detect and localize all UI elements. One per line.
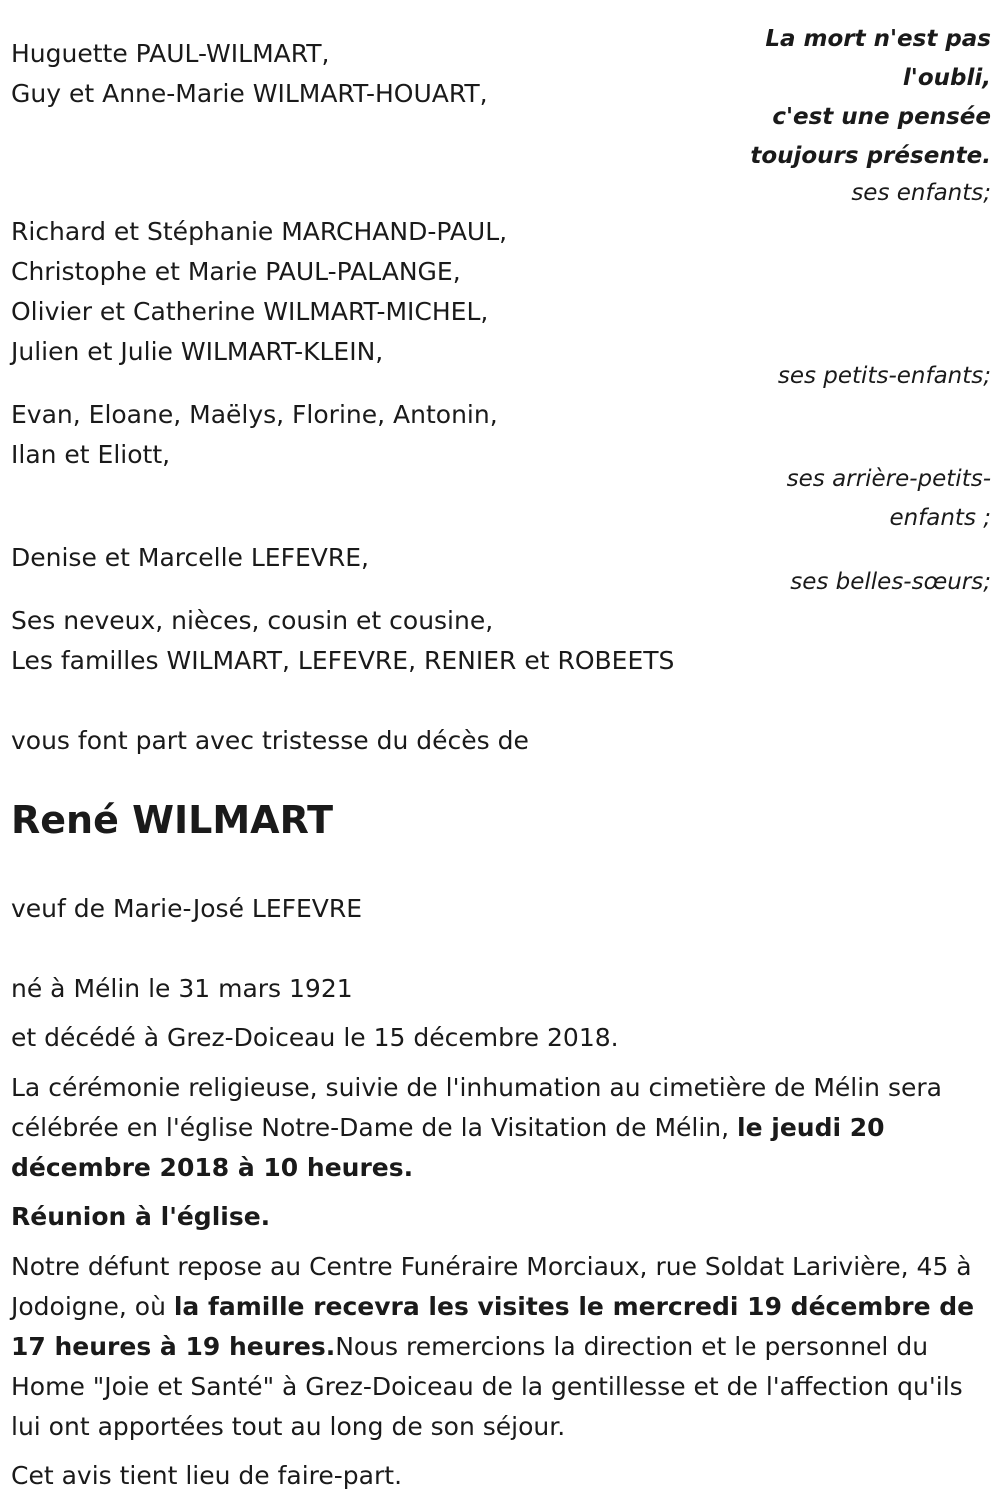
thanks-text: Nous remercions la direction et le personnel du Home "Joie et Santé" à Grez-Doiceau de la gentillesse et de l'affection qu'ils lui ont apportées tout au long de son séjour. [11, 1332, 963, 1441]
birth-info: né à Mélin le 31 mars 1921 [11, 974, 353, 1003]
quote-line-1: La mort n'est pas [765, 26, 991, 52]
death-info: et décédé à Grez-Doiceau le 15 décembre 2018. [11, 1023, 619, 1052]
announcement: vous font part avec tristesse du décès de [11, 726, 529, 755]
deceased-name: René WILMART [11, 798, 334, 842]
visits-text: Notre défunt repose au Centre Funéraire Morciaux, rue Soldat Larivière, 45 à Jodoigne, où [11, 1252, 972, 1321]
visits-paragraph [11, 1247, 991, 1447]
grandchild-name: Olivier et Catherine WILMART-MICHEL, [11, 297, 489, 326]
children-label: ses enfants; [851, 180, 991, 206]
sisters-in-law-label: ses belles-sœurs; [790, 569, 991, 595]
great-grandchild-names: Evan, Eloane, Maëlys, Florine, Antonin, [11, 400, 498, 429]
child-name: Huguette PAUL-WILMART, [11, 39, 330, 68]
grandchild-name: Richard et Stéphanie MARCHAND-PAUL, [11, 217, 508, 246]
child-name: Guy et Anne-Marie WILMART-HOUART, [11, 79, 488, 108]
quote-line-4: toujours présente. [750, 143, 991, 169]
meeting-info: Réunion à l'église. [11, 1202, 271, 1231]
sister-in-law-names: Denise et Marcelle LEFEVRE, [11, 543, 369, 572]
visits-schedule: la famille recevra les visites le mercredi 19 décembre de 17 heures à 19 heures. [11, 1292, 975, 1361]
widower-of: veuf de Marie-José LEFEVRE [11, 894, 363, 923]
quote-line-3: c'est une pensée [772, 104, 991, 130]
ceremony-paragraph [11, 1068, 991, 1188]
great-grandchildren-label-2: enfants ; [889, 505, 991, 531]
closing-note: Cet avis tient lieu de faire-part. [11, 1461, 403, 1490]
grandchild-name: Julien et Julie WILMART-KLEIN, [11, 337, 384, 366]
others-line: Ses neveux, nièces, cousin et cousine, [11, 606, 494, 635]
great-grandchildren-label-1: ses arrière-petits- [786, 466, 991, 492]
grandchild-name: Christophe et Marie PAUL-PALANGE, [11, 257, 461, 286]
great-grandchild-names: Ilan et Eliott, [11, 440, 171, 469]
grandchildren-label: ses petits-enfants; [777, 363, 991, 389]
quote-line-2: l'oubli, [902, 65, 991, 91]
others-line: Les familles WILMART, LEFEVRE, RENIER et ROBEETS [11, 646, 675, 675]
ceremony-text: La cérémonie religieuse, suivie de l'inhumation au cimetière de Mélin sera célébrée en l'église Notre-Dame de la Visitation de Mélin, [11, 1073, 942, 1142]
ceremony-date: le jeudi 20 décembre 2018 à 10 heures. [11, 1113, 885, 1182]
